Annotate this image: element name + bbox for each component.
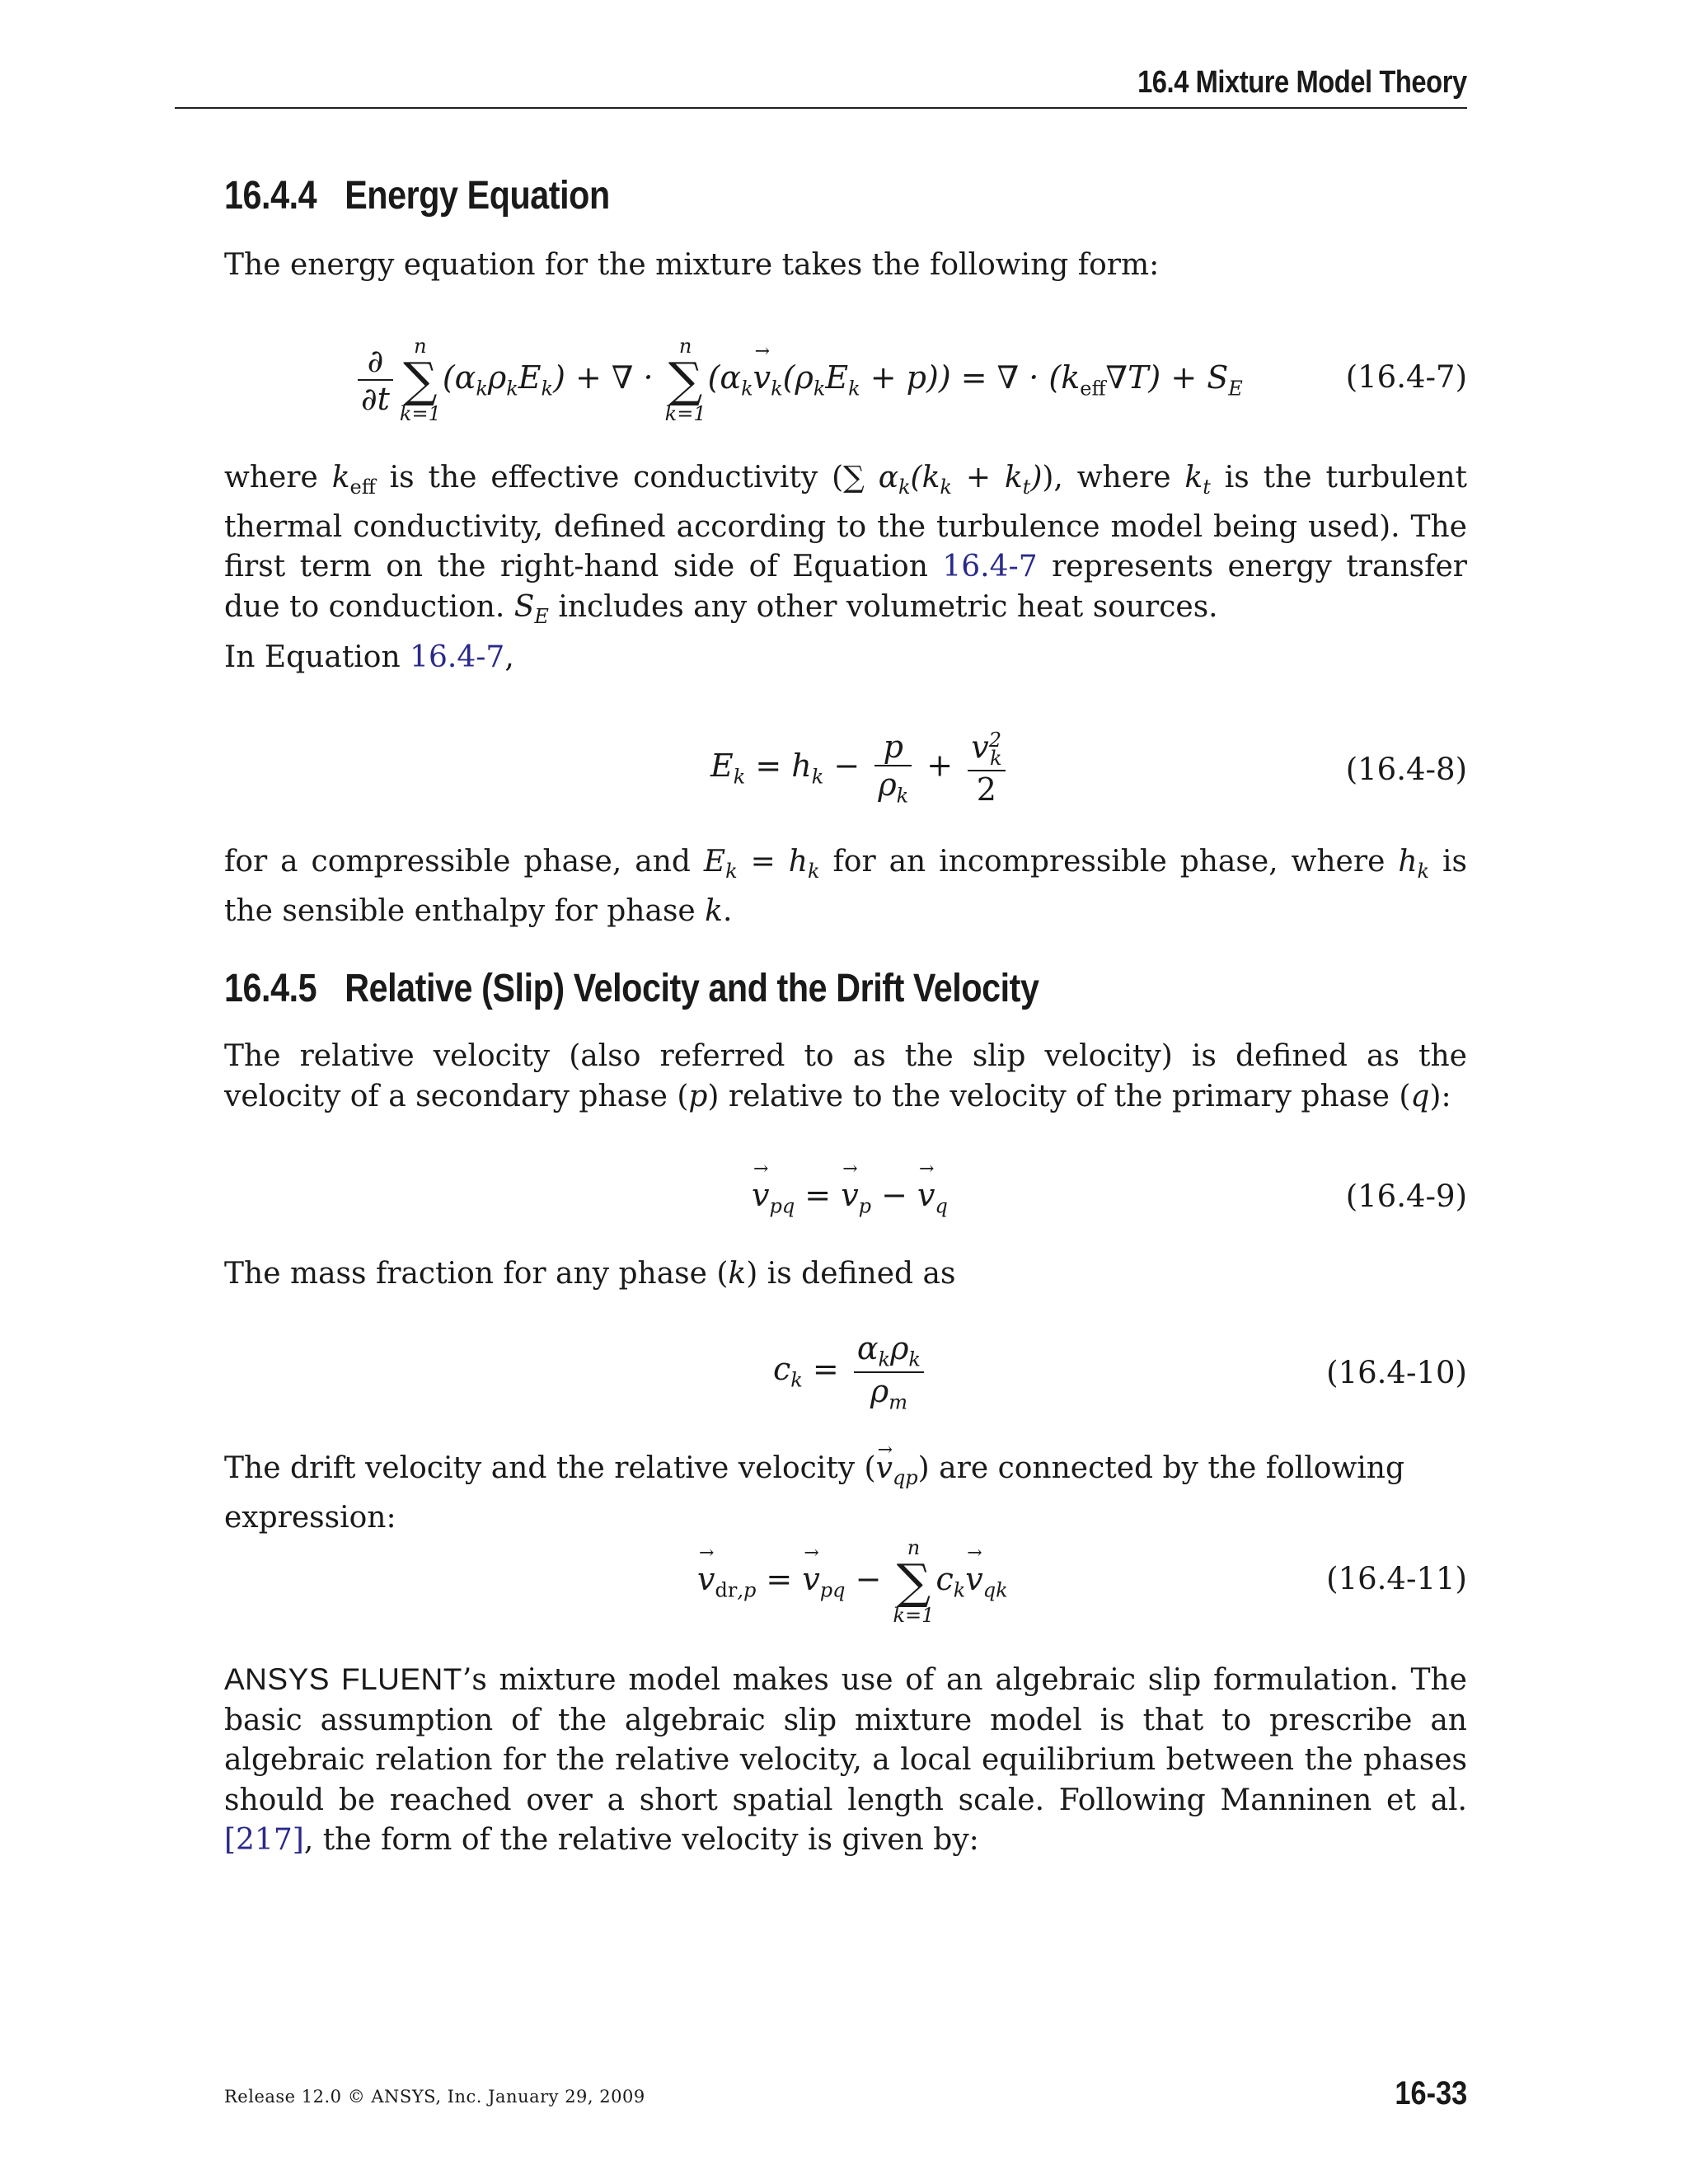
section-title: Energy Equation <box>345 174 610 218</box>
section-heading-slip-velocity <box>224 966 1039 1011</box>
paragraph-drift-velocity: The drift velocity and the relative velocity (→ $v_{qp}$) are connected by the following expression: <box>224 1449 1467 1538</box>
text-run: is the sensible enthalpy for phase <box>224 845 1467 928</box>
equation-16-4-9: → $v_{pq}$ = → $v_p$ − → $v_q$ <box>752 1177 948 1218</box>
text-run: ) are connected by the following expression: <box>224 1451 1404 1535</box>
page-number: 16-33 <box>1395 2075 1467 2111</box>
text-run: ), where <box>1042 461 1185 494</box>
section-number: 16.4.4 <box>224 174 317 218</box>
equation-16-4-7: $\frac{\partial}{\partial t}$ n ∑ k=1 $(\alpha_k\rho_kE_k)$ + ∇ · n ∑ k=1 $(\alpha_k\to v_k(\rho_kE_k + p))$ = ∇ · $(k_{eff}\nabla T) + S_E$ <box>353 336 1243 424</box>
text-run: The drift velocity and the relative velocity ( <box>224 1451 876 1485</box>
paragraph-ansys-fluent-slip <box>224 1660 1467 1861</box>
paragraph-effective-conductivity: where $k_{eff}$ is the effective conductivity (∑ $\alpha_k(k_k + k_t)$), where $k_t$ is the turbulent thermal conductivity, defined according to the turbulence model being used). The first term on the right-hand side of Equation 16.4-7 represents energy transfer due to conduction. $S_E$ includes any other volumetric heat sources. <box>224 461 1468 628</box>
text-run: , the form of the relative velocity is given by: <box>303 1823 979 1857</box>
equation-16-4-11: → $v_{dr,p}$ = → $v_{pq}$ − n ∑ k=1 $c_k\to v_{qk}$ <box>697 1538 1008 1625</box>
text-run: , <box>504 640 514 674</box>
section-number: 16.4.5 <box>224 967 317 1010</box>
text-run: In Equation <box>224 640 410 674</box>
section-title: Relative (Slip) Velocity and the Drift Velocity <box>345 967 1039 1010</box>
text-run: includes any other volumetric heat sources. <box>548 589 1218 624</box>
text-run: . <box>723 893 733 928</box>
text-run: The mass fraction for any phase ( <box>224 1257 729 1291</box>
paragraph-relative-velocity: The relative velocity (also referred to as the slip velocity) is defined as the velocity of a secondary phase (p) relative to the velocity of the primary phase (q): <box>224 1039 1467 1113</box>
text-run: The relative velocity (also referred to as the slip velocity) is defined as the velocity of a secondary phase ( <box>224 1039 1467 1113</box>
footer-release: Release 12.0 © ANSYS, Inc. January 29, 2009 <box>224 2087 645 2107</box>
paragraph-energy-intro: The energy equation for the mixture takes the following form: <box>224 248 1160 282</box>
text-run: ) is defined as <box>746 1257 956 1291</box>
section-heading-energy-equation <box>224 173 610 218</box>
text-run: is the turbulent thermal conductivity, defined according to the turbulence model being used). The first term on the right-hand side of Equation <box>224 461 1468 584</box>
text-run: ): <box>1429 1079 1451 1113</box>
equation-number-16-4-8: (16.4-8) <box>1345 752 1467 787</box>
equation-number-16-4-11: (16.4-11) <box>1326 1561 1467 1596</box>
equation-number-16-4-9: (16.4-9) <box>1345 1179 1467 1214</box>
text-run: for an incompressible phase, where <box>819 845 1399 879</box>
product-name: ANSYS FLUENT <box>224 1662 462 1696</box>
equation-link-16-4-7[interactable]: 16.4-7 <box>942 550 1038 584</box>
text-run: is the effective conductivity ( <box>375 461 844 494</box>
citation-link-217[interactable]: [217] <box>224 1823 304 1857</box>
text-run: represents energy transfer due to conduction. <box>224 550 1467 624</box>
text-run: ) relative to the velocity of the primary phase ( <box>707 1079 1411 1113</box>
text-run: where <box>224 461 332 494</box>
equation-16-4-10: $c_k$ = $\frac{\alpha_k\rho_k}{\rho_m}$ <box>773 1330 929 1413</box>
running-head <box>175 58 1467 109</box>
paragraph-mass-fraction: The mass fraction for any phase (k) is defined as <box>224 1257 956 1291</box>
equation-16-4-8: $E_k = h_k$ − $\frac{p}{\rho_k}$ + $\frac{v^2_k}{2}$ <box>710 729 1010 808</box>
paragraph-compressible-phase: for a compressible phase, and $E_k = h_k$ for an incompressible phase, where $h_k$ is the sensible enthalpy for phase k. <box>224 845 1467 928</box>
text-run: for a compressible phase, and <box>224 845 704 879</box>
paragraph-in-equation <box>224 638 1467 678</box>
equation-link-16-4-7[interactable]: 16.4-7 <box>410 640 505 674</box>
text-run: ’s mixture model makes use of an algebraic slip formulation. The basic assumption of the algebraic slip mixture model is that to prescribe an algebraic relation for the relative velocity, a local equilibrium between the phases should be reached over a short spatial length scale. Following Manninen et al. <box>224 1663 1467 1817</box>
equation-number-16-4-10: (16.4-10) <box>1326 1355 1467 1390</box>
equation-number-16-4-7: (16.4-7) <box>1345 359 1467 395</box>
running-head-title: 16.4 Mixture Model Theory <box>1137 65 1467 100</box>
